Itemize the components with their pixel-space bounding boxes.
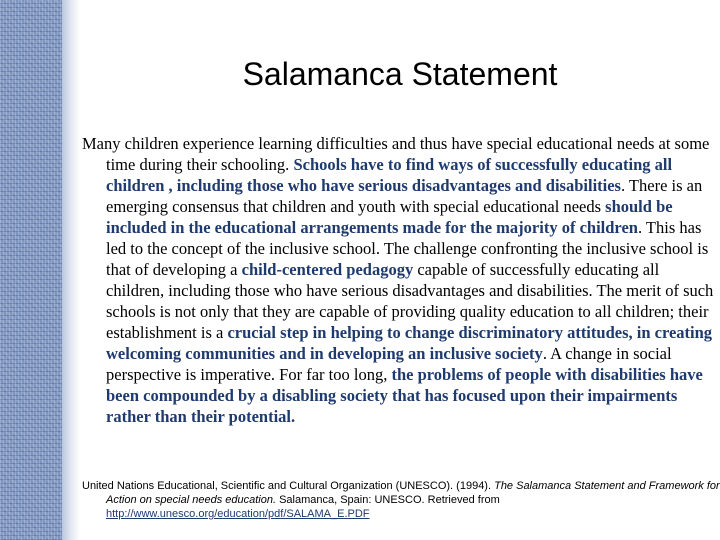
citation-prefix: United Nations Educational, Scientific and Cultural Organization (UNESCO). (1994).	[82, 480, 495, 492]
text-segment: . There is an emerging consensus that children and youth with special educational needs	[106, 176, 703, 216]
emphasized-text: should be included in the educational arrangements made for the majority of children	[106, 197, 673, 237]
slide-title: Salamanca Statement	[242, 56, 558, 92]
decorative-sidebar	[0, 0, 62, 540]
text-segment: . A change in social perspective is imperative. For far too long,	[106, 344, 672, 384]
emphasized-text: Schools have to find ways of successfully educating all children , including those who have serious disadvantages and disabilities	[106, 155, 673, 195]
emphasized-text: child-centered pedagogy	[241, 260, 414, 279]
main-paragraph	[82, 133, 716, 427]
citation-work-title: The Salamanca Statement and Framework for Action on special needs education.	[106, 480, 720, 506]
citation-suffix: Salamanca, Spain: UNESCO. Retrieved from	[276, 494, 500, 506]
emphasized-text: the problems of people with disabilities have been compounded by a disabling society that has focused upon their impairments rather than their potential.	[106, 365, 703, 426]
text-segment: Many children experience learning difficulties and thus have special educational needs at some time during their schooling.	[82, 134, 710, 174]
sidebar-fade	[62, 0, 80, 540]
citation	[82, 479, 720, 521]
text-segment: capable of successfully educating all children, including those who have serious disadvantages and disabilities. The merit of such schools is not only that they are capable of providing quality education to all children; their establishment is a	[106, 260, 714, 342]
emphasized-text: crucial step in helping to change discriminatory attitudes, in creating welcoming communities and in developing an inclusive society	[106, 323, 713, 363]
text-segment: . This has led to the concept of the inclusive school. The challenge confronting the inclusive school is that of developing a	[106, 218, 709, 279]
citation-url-link[interactable]: http://www.unesco.org/education/pdf/SALAMA_E.PDF	[106, 508, 370, 520]
